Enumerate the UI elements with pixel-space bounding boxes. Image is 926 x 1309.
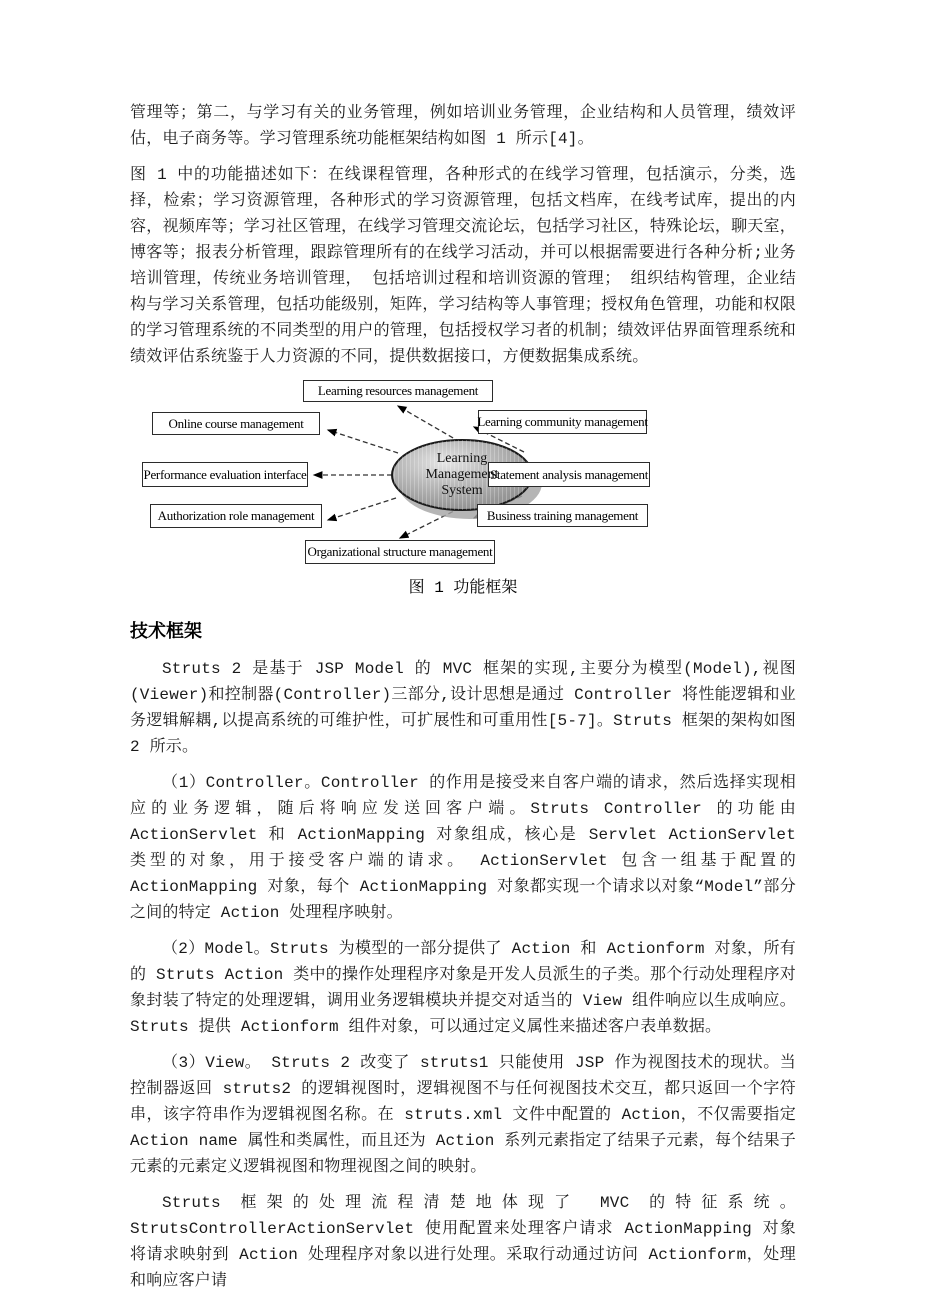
figure-node-online-course (152, 412, 320, 435)
lms-label-line: Learning (436, 451, 488, 466)
figure-functional-framework (130, 380, 796, 598)
body-paragraph: （1）Controller。Controller 的作用是接受来自客户端的请求，然后选择实现相应的业务逻辑，随后将响应发送回客户端。Struts Controller 的功能由 ActionServlet 和 ActionMapping 对象组成，核心是 Servlet ActionServlet 类型的对象，用于接受客户端的请求。 ActionServlet 包含一组基于配置的 ActionMapping 对象，每个 ActionMapping 对象都实现一个请求以对象“Model”部分之间的特定 Action 处理程序映射。 (130, 774, 796, 922)
body-paragraph: （2）Model。Struts 为模型的一部分提供了 Action 和 Actionform 对象，所有的 Struts Action 类中的操作处理程序对象是开发人员派生的子类。那个行动处理程序对象封装了特定的处理逻辑，调用业务逻辑模块并提交对适当的 View 组件响应以生成响应。Struts 提供 Actionform 组件对象，可以通过定义属性来描述客户表单数据。 (130, 940, 796, 1036)
figure-node-label: Learning resources management (317, 383, 479, 398)
figure-node-label: Statement analysis management (489, 466, 649, 482)
body-paragraph: Struts 框架的处理流程清楚地体现了 MVC 的特征系统。StrutsControllerActionServlet 使用配置来处理客户请求 ActionMapping 对象将请求映射到 Action 处理程序对象以进行处理。采取行动通过访问 Actionform，处理和响应客户请 (130, 1194, 796, 1290)
section-heading-tech-framework: 技术框架 (130, 621, 202, 641)
figure-node-learning-resources (303, 380, 493, 402)
figure-node-performance-evaluation (142, 462, 308, 487)
figure-node-label: Learning community management (477, 414, 648, 429)
figure-node-label: Business training management (486, 507, 639, 523)
figure-node-label: Online course management (168, 415, 304, 431)
figure-node-label: Authorization role management (157, 508, 315, 523)
body-paragraph: Struts 2 是基于 JSP Model 的 MVC 框架的实现,主要分为模型(Model),视图(Viewer)和控制器(Controller)三部分,设计思想是通过 Controller 将性能逻辑和业务逻辑解耦,以提高系统的可维护性，可扩展性和可重用性[5-7]。Struts 框架的架构如图 2 所示。 (130, 660, 796, 756)
document-page (130, 100, 796, 1304)
figure-node-business-training (477, 504, 648, 527)
lms-label-line: Management (425, 467, 499, 482)
body-paragraph: 图 1 中的功能描述如下：在线课程管理，各种形式的在线学习管理，包括演示，分类，选择，检索；学习资源管理，各种形式的学习资源管理，包括文档库，在线考试库，提出的内容，视频库等；学习社区管理，在线学习管理交流论坛，包括学习社区，特殊论坛，聊天室，博客等；报表分析管理，跟踪管理所有的在线学习活动，并可以根据需要进行各种分析;业务培训管理，传统业务培训管理， 包括培训过程和培训资源的管理； 组织结构管理，企业结构与学习关系管理，包括功能级别，矩阵，学习结构等人事管理；授权角色管理，功能和权限的学习管理系统的不同类型的用户的管理，包括授权学习者的机制；绩效评估界面管理系统和绩效评估系统鉴于人力资源的不同，提供数据接口，方便数据集成系统。 (130, 166, 796, 366)
lms-label-line: System (441, 483, 483, 498)
body-paragraph: （3）View。 Struts 2 改变了 struts1 只能使用 JSP 作为视图技术的现状。当控制器返回 struts2 的逻辑视图时，逻辑视图不与任何视图技术交互，都只返回一个字符串，该字符串作为逻辑视图名称。在 struts.xml 文件中配置的 Action，不仅需要指定 Action name 属性和类属性，而且还为 Action 系列元素指定了结果子元素，每个结果子元素的元素定义逻辑视图和物理视图之间的映射。 (130, 1054, 796, 1176)
figure-caption: 图 1 功能框架 (408, 579, 518, 597)
figure-node-authorization-role (150, 504, 322, 528)
figure-node-label: Organizational structure management (307, 544, 493, 559)
figure-node-organizational-structure (305, 540, 495, 564)
body-paragraph: 管理等；第二，与学习有关的业务管理，例如培训业务管理，企业结构和人员管理，绩效评估，电子商务等。学习管理系统功能框架结构如图 1 所示[4]。 (130, 104, 796, 148)
lms-center-label (392, 451, 532, 499)
figure-node-learning-community (478, 410, 647, 434)
figure-node-label: Performance evaluation interface (143, 466, 307, 482)
